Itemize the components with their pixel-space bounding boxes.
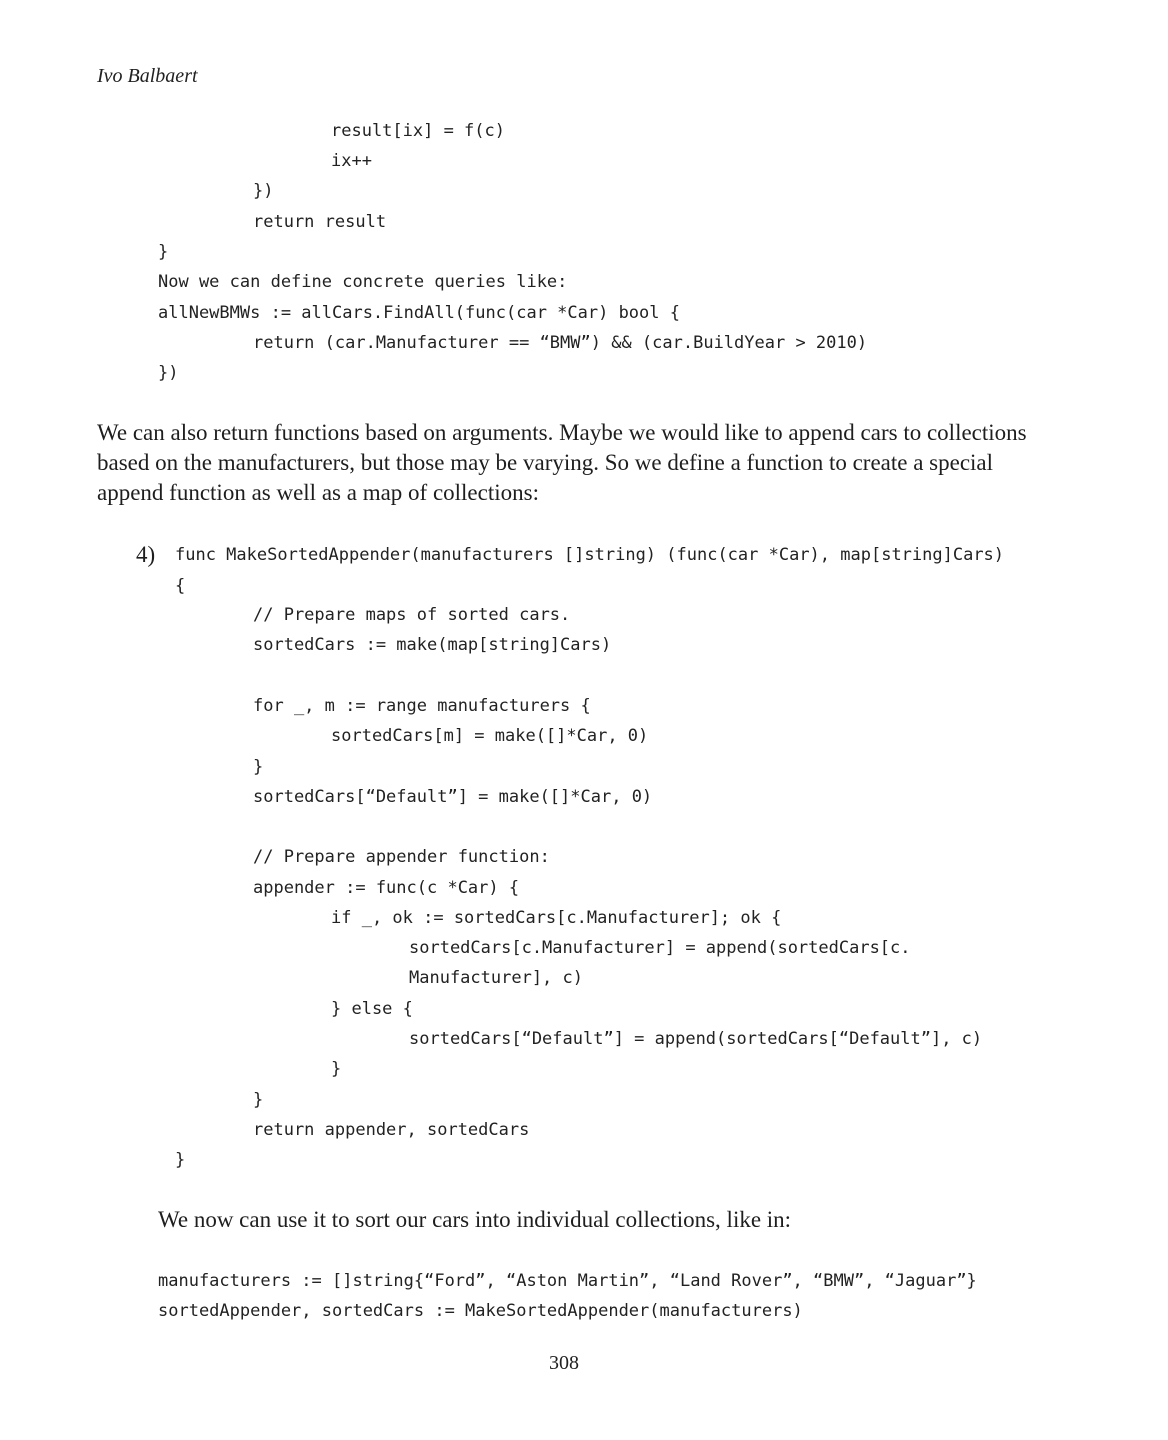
- running-header-author: Ivo Balbaert: [97, 65, 198, 87]
- code-line: return result: [253, 212, 387, 232]
- code-line: }: [331, 1059, 342, 1079]
- code-line: if _, ok := sortedCars[c.Manufacturer]; ok {: [331, 908, 782, 928]
- code-line: } else {: [331, 999, 413, 1019]
- code-line: }): [158, 363, 179, 383]
- code-line: }: [158, 242, 169, 262]
- paragraph-line: based on the manufacturers, but those may be varying. So we define a function to create a special: [97, 450, 994, 475]
- code-line: // Prepare maps of sorted cars.: [253, 605, 571, 625]
- code-line: return (car.Manufacturer == “BMW”) && (car.BuildYear > 2010): [253, 333, 868, 353]
- code-line: sortedCars[“Default”] = make([]*Car, 0): [253, 787, 653, 807]
- page-number-text: 308: [549, 1352, 579, 1374]
- body-paragraph: We now can use it to sort our cars into individual collections, like in:: [158, 1207, 792, 1232]
- code-line: }: [253, 1090, 264, 1110]
- code-line: ix++: [331, 151, 372, 171]
- code-line: for _, m := range manufacturers {: [253, 696, 591, 716]
- code-line: sortedAppender, sortedCars := MakeSortedAppender(manufacturers): [158, 1301, 803, 1321]
- code-line: return appender, sortedCars: [253, 1120, 530, 1140]
- code-line: }: [175, 1150, 186, 1170]
- code-line: sortedCars[“Default”] = append(sortedCars[“Default”], c): [409, 1029, 983, 1049]
- body-paragraph: [97, 418, 1037, 508]
- code-line: func MakeSortedAppender(manufacturers []string) (func(car *Car), map[string]Cars): [175, 545, 1005, 565]
- code-line: sortedCars[m] = make([]*Car, 0): [331, 726, 649, 746]
- code-line: Now we can define concrete queries like:: [158, 272, 568, 292]
- page-number: [0, 1351, 1128, 1375]
- code-line: appender := func(c *Car) {: [253, 878, 520, 898]
- code-line: sortedCars := make(map[string]Cars): [253, 635, 612, 655]
- list-number-marker: 4): [136, 542, 156, 567]
- code-line: result[ix] = f(c): [331, 121, 505, 141]
- code-line: Manufacturer], c): [409, 968, 583, 988]
- code-line: }: [253, 757, 264, 777]
- code-line: sortedCars[c.Manufacturer] = append(sortedCars[c.: [409, 938, 911, 958]
- paragraph-line: append function as well as a map of collections:: [97, 480, 539, 505]
- code-line: {: [175, 576, 186, 596]
- code-line: // Prepare appender function:: [253, 847, 550, 867]
- paragraph-line: We can also return functions based on arguments. Maybe we would like to append cars to collections: [97, 420, 1027, 445]
- code-line: }): [253, 181, 274, 201]
- code-line: allNewBMWs := allCars.FindAll(func(car *Car) bool {: [158, 303, 680, 323]
- code-line: manufacturers := []string{“Ford”, “Aston Martin”, “Land Rover”, “BMW”, “Jaguar”}: [158, 1271, 977, 1291]
